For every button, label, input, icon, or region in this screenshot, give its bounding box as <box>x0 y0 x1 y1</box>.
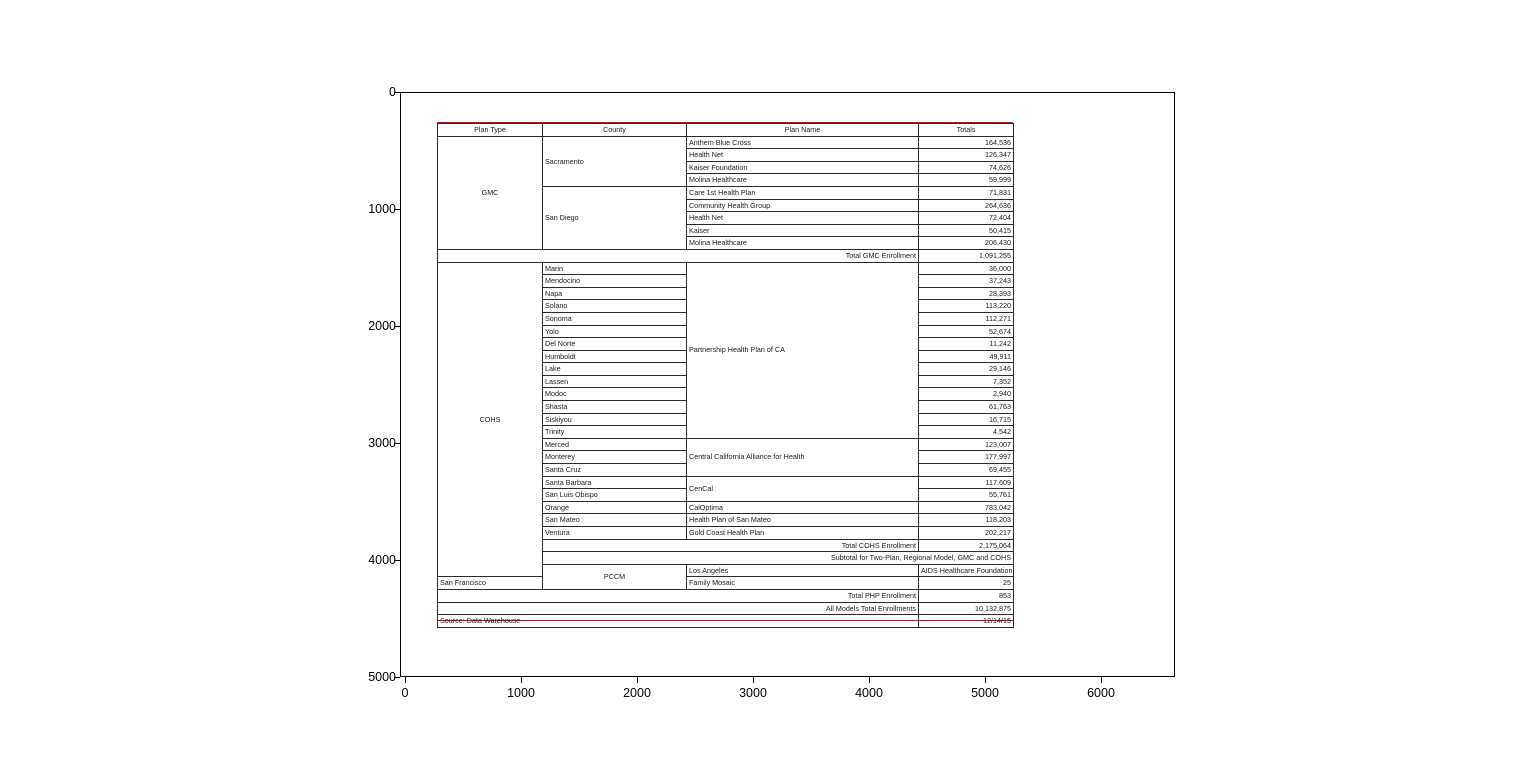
plan-name: Health Net <box>687 149 919 162</box>
total-row-php <box>438 589 1014 602</box>
plan-total: 206,430 <box>919 237 1014 250</box>
county: Orange <box>543 501 687 514</box>
county: San Francisco <box>438 577 543 590</box>
county: Santa Cruz <box>543 464 687 477</box>
plan-total: 202,217 <box>919 527 1014 540</box>
y-tick-label-3000: 3000 <box>368 436 396 450</box>
plan-name: Community Health Group <box>687 199 919 212</box>
y-tick-label-2000: 2000 <box>368 319 396 333</box>
county: Modoc <box>543 388 687 401</box>
source-date: 12/14/15 <box>919 615 1014 628</box>
plan-name: Health Plan of San Mateo <box>687 514 919 527</box>
plan-name: CalOptima <box>687 501 919 514</box>
plan-total: 29,146 <box>919 363 1014 376</box>
plan-total: 4,542 <box>919 426 1014 439</box>
county: Mendocino <box>543 275 687 288</box>
county: Napa <box>543 287 687 300</box>
x-tick-label-2000: 2000 <box>623 686 651 700</box>
plan-total: 25 <box>919 577 1014 590</box>
col-header-plan-type: Plan Type <box>438 124 543 137</box>
plan-name: Partnership Health Plan of CA <box>687 262 919 438</box>
plan-total: 118,203 <box>919 514 1014 527</box>
county: Monterey <box>543 451 687 464</box>
plan-type-gmc: GMC <box>438 136 543 249</box>
col-header-totals: Totals <box>919 124 1014 137</box>
plan-total: 36,000 <box>919 262 1014 275</box>
table-row <box>438 262 1014 275</box>
plan-total: 52,674 <box>919 325 1014 338</box>
plan-total: 69,455 <box>919 464 1014 477</box>
x-tick-label-4000: 4000 <box>855 686 883 700</box>
plan-total: 11,242 <box>919 338 1014 351</box>
plan-total: 37,243 <box>919 275 1014 288</box>
x-tick-label-0: 0 <box>401 686 409 700</box>
total-row-gmc <box>438 249 1014 262</box>
col-header-plan-name: Plan Name <box>687 124 919 137</box>
plan-name: Molina Healthcare <box>687 237 919 250</box>
plan-name: Family Mosaic <box>687 577 919 590</box>
plan-total: 112,271 <box>919 312 1014 325</box>
x-tick-label-1000: 1000 <box>507 686 535 700</box>
plan-name: Molina Healthcare <box>687 174 919 187</box>
subtotal-label: Subtotal for Two-Plan, Regional Model, GMC and COHS <box>543 552 1014 565</box>
total-label: Total COHS Enrollment <box>543 539 919 552</box>
enrollment-table-document <box>437 123 1013 626</box>
plan-name: CenCal <box>687 476 919 501</box>
col-header-county: County <box>543 124 687 137</box>
table-header-row <box>438 124 1014 137</box>
county-san-diego: San Diego <box>543 186 687 249</box>
plan-type-cohs: COHS <box>438 262 543 577</box>
y-tick-label-5000: 5000 <box>368 670 396 684</box>
county: Humboldt <box>543 350 687 363</box>
plan-total: 264,636 <box>919 199 1014 212</box>
plan-type-pccm: PCCM <box>543 564 687 589</box>
x-tick-label-3000: 3000 <box>739 686 767 700</box>
plan-name: Anthem Blue Cross <box>687 136 919 149</box>
county: Del Norte <box>543 338 687 351</box>
plan-name: Care 1st Health Plan <box>687 186 919 199</box>
source-label: Source: Data Warehouse <box>438 615 919 628</box>
plan-total: 59,999 <box>919 174 1014 187</box>
plan-total: 55,761 <box>919 489 1014 502</box>
plan-name: Kaiser <box>687 224 919 237</box>
total-label: Total GMC Enrollment <box>438 249 919 262</box>
grand-total-row <box>438 602 1014 615</box>
county: Santa Barbara <box>543 476 687 489</box>
county: Lassen <box>543 375 687 388</box>
plan-total: 50,415 <box>919 224 1014 237</box>
county: San Mateo <box>543 514 687 527</box>
county: Merced <box>543 438 687 451</box>
plan-total: 16,715 <box>919 413 1014 426</box>
total-value: 853 <box>919 589 1014 602</box>
plan-total: 113,220 <box>919 300 1014 313</box>
plan-total: 61,763 <box>919 401 1014 414</box>
plan-total: 28,393 <box>919 287 1014 300</box>
grand-total-label: All Models Total Enrollments <box>438 602 919 615</box>
plan-total: 117,609 <box>919 476 1014 489</box>
plan-total: 783,042 <box>919 501 1014 514</box>
plan-name: Kaiser Foundation <box>687 161 919 174</box>
county: Lake <box>543 363 687 376</box>
plan-total: 123,007 <box>919 438 1014 451</box>
y-tick-label-1000: 1000 <box>368 202 396 216</box>
x-tick-label-6000: 6000 <box>1087 686 1115 700</box>
county: Ventura <box>543 527 687 540</box>
y-tick-label-4000: 4000 <box>368 553 396 567</box>
plan-name: Gold Coast Health Plan <box>687 527 919 540</box>
plan-total: 49,911 <box>919 350 1014 363</box>
source-row <box>438 615 1014 628</box>
plan-total: 164,536 <box>919 136 1014 149</box>
county: Los Angeles <box>687 564 919 577</box>
total-value: 2,175,064 <box>919 539 1014 552</box>
table-row <box>438 577 1014 590</box>
county: Siskiyou <box>543 413 687 426</box>
grand-total-value: 10,132,875 <box>919 602 1014 615</box>
total-label: Total PHP Enrollment <box>438 589 919 602</box>
plan-total: 74,626 <box>919 161 1014 174</box>
county: Marin <box>543 262 687 275</box>
county: Trinity <box>543 426 687 439</box>
plan-total: 177,997 <box>919 451 1014 464</box>
enrollment-table <box>437 123 1014 628</box>
total-value: 1,091,255 <box>919 249 1014 262</box>
plan-total: 71,831 <box>919 186 1014 199</box>
county: Solano <box>543 300 687 313</box>
plan-name: AIDS Healthcare Foundation <box>919 564 1014 577</box>
county: Sonoma <box>543 312 687 325</box>
plan-name: Health Net <box>687 212 919 225</box>
table-row <box>438 136 1014 149</box>
plan-total: 7,352 <box>919 375 1014 388</box>
plan-total: 126,347 <box>919 149 1014 162</box>
plan-total: 2,940 <box>919 388 1014 401</box>
county-sacramento: Sacramento <box>543 136 687 186</box>
county: Yolo <box>543 325 687 338</box>
plan-name: Central California Alliance for Health <box>687 438 919 476</box>
county: Shasta <box>543 401 687 414</box>
county: San Luis Obispo <box>543 489 687 502</box>
plan-total: 72,404 <box>919 212 1014 225</box>
x-tick-label-5000: 5000 <box>971 686 999 700</box>
y-tick-label-0: 0 <box>389 85 396 99</box>
